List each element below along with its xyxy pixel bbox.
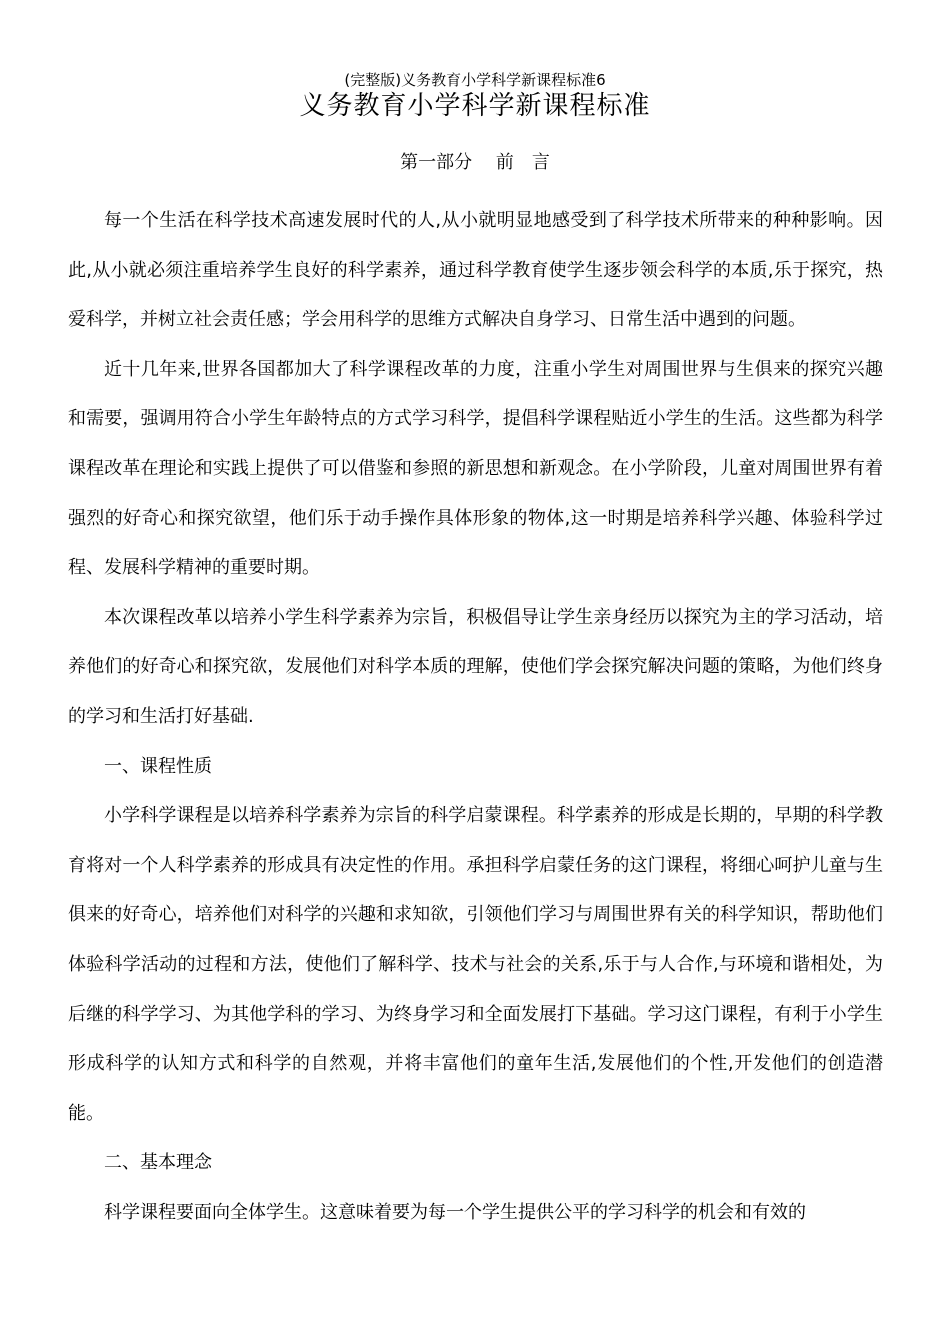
paragraph-course-nature: 小学科学课程是以培养科学素养为宗旨的科学启蒙课程。科学素养的形成是长期的，早期的科学教育将对一个人科学素养的形成具有决定性的作用。承担科学启蒙任务的这门课程，将细心呵护儿童与生俱来的好奇心，培养他们对科学的兴趣和求知欲，引领他们学习与周围世界有关的科学知识，帮助他们体验科学活动的过程和方法，使他们了解科学、技术与社会的关系,乐于与人合作,与环境和谐相处，为后继的科学学习、为其他学科的学习、为终身学习和全面发展打下基础。学习这门课程，有利于小学生形成科学的认知方式和科学的自然观，并将丰富他们的童年生活,发展他们的个性,开发他们的创造潜能。 bbox=[68, 805, 883, 1124]
document-title: 义务教育小学科学新课程标准 bbox=[299, 91, 651, 121]
document-body bbox=[68, 196, 883, 1237]
paragraph-basic-concepts: 科学课程要面向全体学生。这意味着要为每一个学生提供公平的学习科学的机会和有效的 bbox=[104, 1201, 806, 1223]
header-note: (完整版)义务教育小学科学新课程标准6 bbox=[344, 71, 606, 89]
part-heading: 第一部分 前 言 bbox=[400, 152, 550, 173]
section-heading-basic-concepts: 二、基本理念 bbox=[104, 1152, 212, 1174]
paragraph-intro-2: 近十几年来,世界各国都加大了科学课程改革的力度，注重小学生对周围世界与生俱来的探究兴趣和需要，强调用符合小学生年龄特点的方式学习科学，提倡科学课程贴近小学生的生活。这些都为科学课程改革在理论和实践上提供了可以借鉴和参照的新思想和新观念。在小学阶段，儿童对周围世界有着强烈的好奇心和探究欲望，他们乐于动手操作具体形象的物体,这一时期是培养科学兴趣、体验科学过程、发展科学精神的重要时期。 bbox=[68, 358, 883, 579]
section-heading-course-nature: 一、课程性质 bbox=[104, 755, 212, 777]
paragraph-intro-3: 本次课程改革以培养小学生科学素养为宗旨，积极倡导让学生亲身经历以探究为主的学习活动，培养他们的好奇心和探究欲，发展他们对科学本质的理解，使他们学会探究解决问题的策略，为他们终身的学习和生活打好基础. bbox=[68, 606, 883, 727]
paragraph-intro-1: 每一个生活在科学技术高速发展时代的人,从小就明显地感受到了科学技术所带来的种种影响。因此,从小就必须注重培养学生良好的科学素养，通过科学教育使学生逐步领会科学的本质,乐于探究，热爱科学，并树立社会责任感；学会用科学的思维方式解决自身学习、日常生活中遇到的问题。 bbox=[68, 210, 883, 331]
